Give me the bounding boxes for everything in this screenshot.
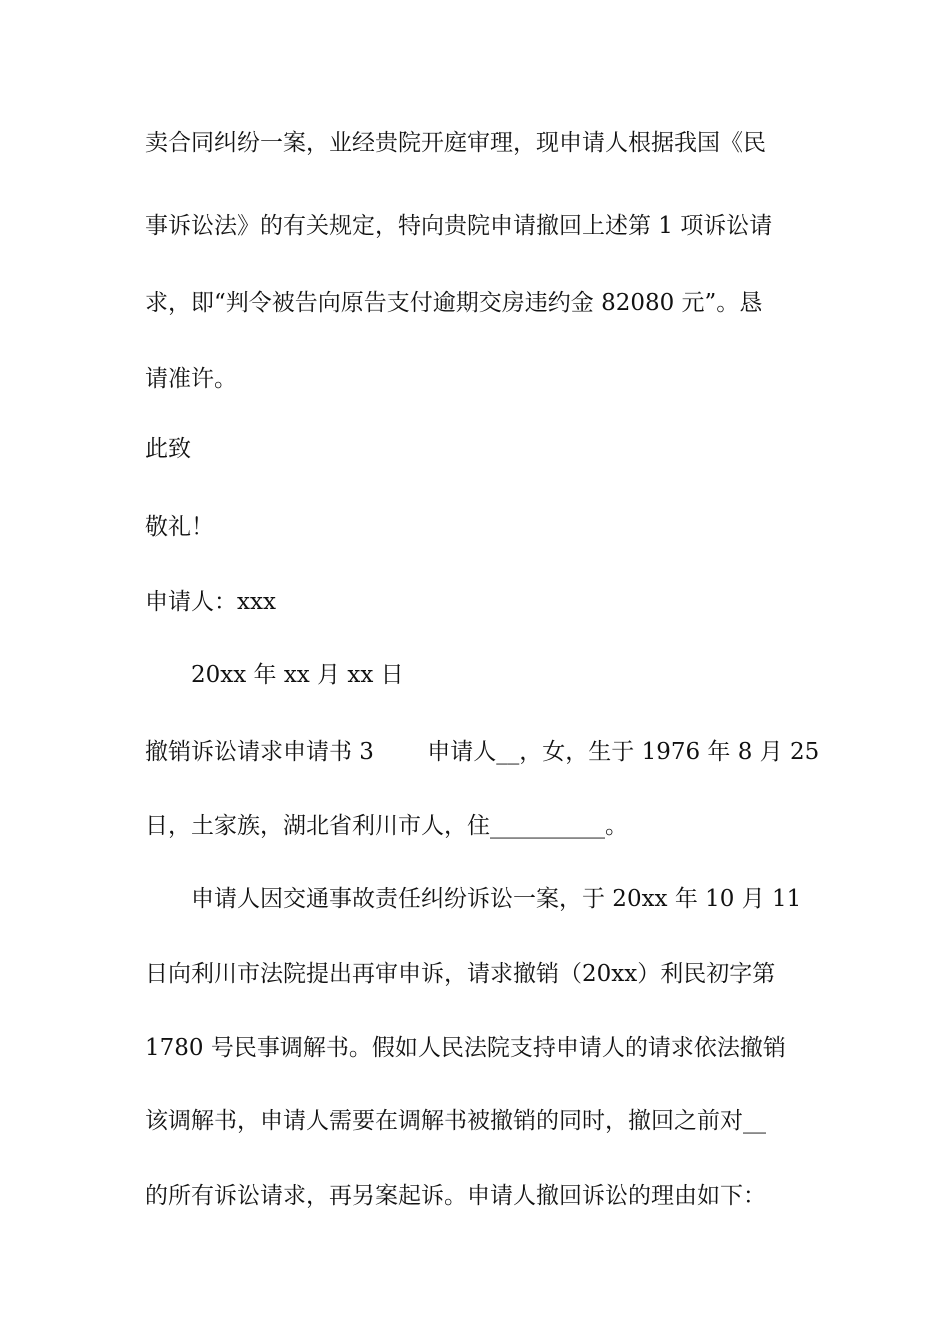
paragraph-line: 的所有诉讼请求，再另案起诉。申请人撤回诉讼的理由如下： xyxy=(145,1183,766,1209)
salutation-line: 敬礼！ xyxy=(145,514,214,540)
paragraph-line: 请准许。 xyxy=(145,366,237,392)
paragraph-line: 求，即“判令被告向原告支付逾期交房违约金 82080 元”。恳 xyxy=(145,290,763,316)
paragraph-line: 申请人因交通事故责任纠纷诉讼一案，于 20xx 年 10 月 11 xyxy=(191,886,802,912)
paragraph-line: 卖合同纠纷一案，业经贵院开庭审理，现申请人根据我国《民 xyxy=(145,130,766,156)
paragraph-line: 该调解书，申请人需要在调解书被撤销的同时，撤回之前对__ xyxy=(145,1108,766,1134)
paragraph-line: 日向利川市法院提出再审申诉，请求撤销（20xx）利民初字第 xyxy=(145,961,776,987)
date-line: 20xx 年 xx 月 xx 日 xyxy=(191,662,404,688)
paragraph-line: 事诉讼法》的有关规定，特向贵院申请撤回上述第 1 项诉讼请 xyxy=(145,213,773,239)
paragraph-line: 日，土家族，湖北省利川市人，住__________。 xyxy=(145,813,628,839)
paragraph-line: 1780 号民事调解书。假如人民法院支持申请人的请求依法撤销 xyxy=(145,1035,786,1061)
salutation-line: 此致 xyxy=(145,436,191,462)
paragraph-line: 撤销诉讼请求申请书 3 申请人__，女，生于 1976 年 8 月 25 xyxy=(145,739,820,765)
applicant-signature: 申请人：xxx xyxy=(145,589,276,615)
